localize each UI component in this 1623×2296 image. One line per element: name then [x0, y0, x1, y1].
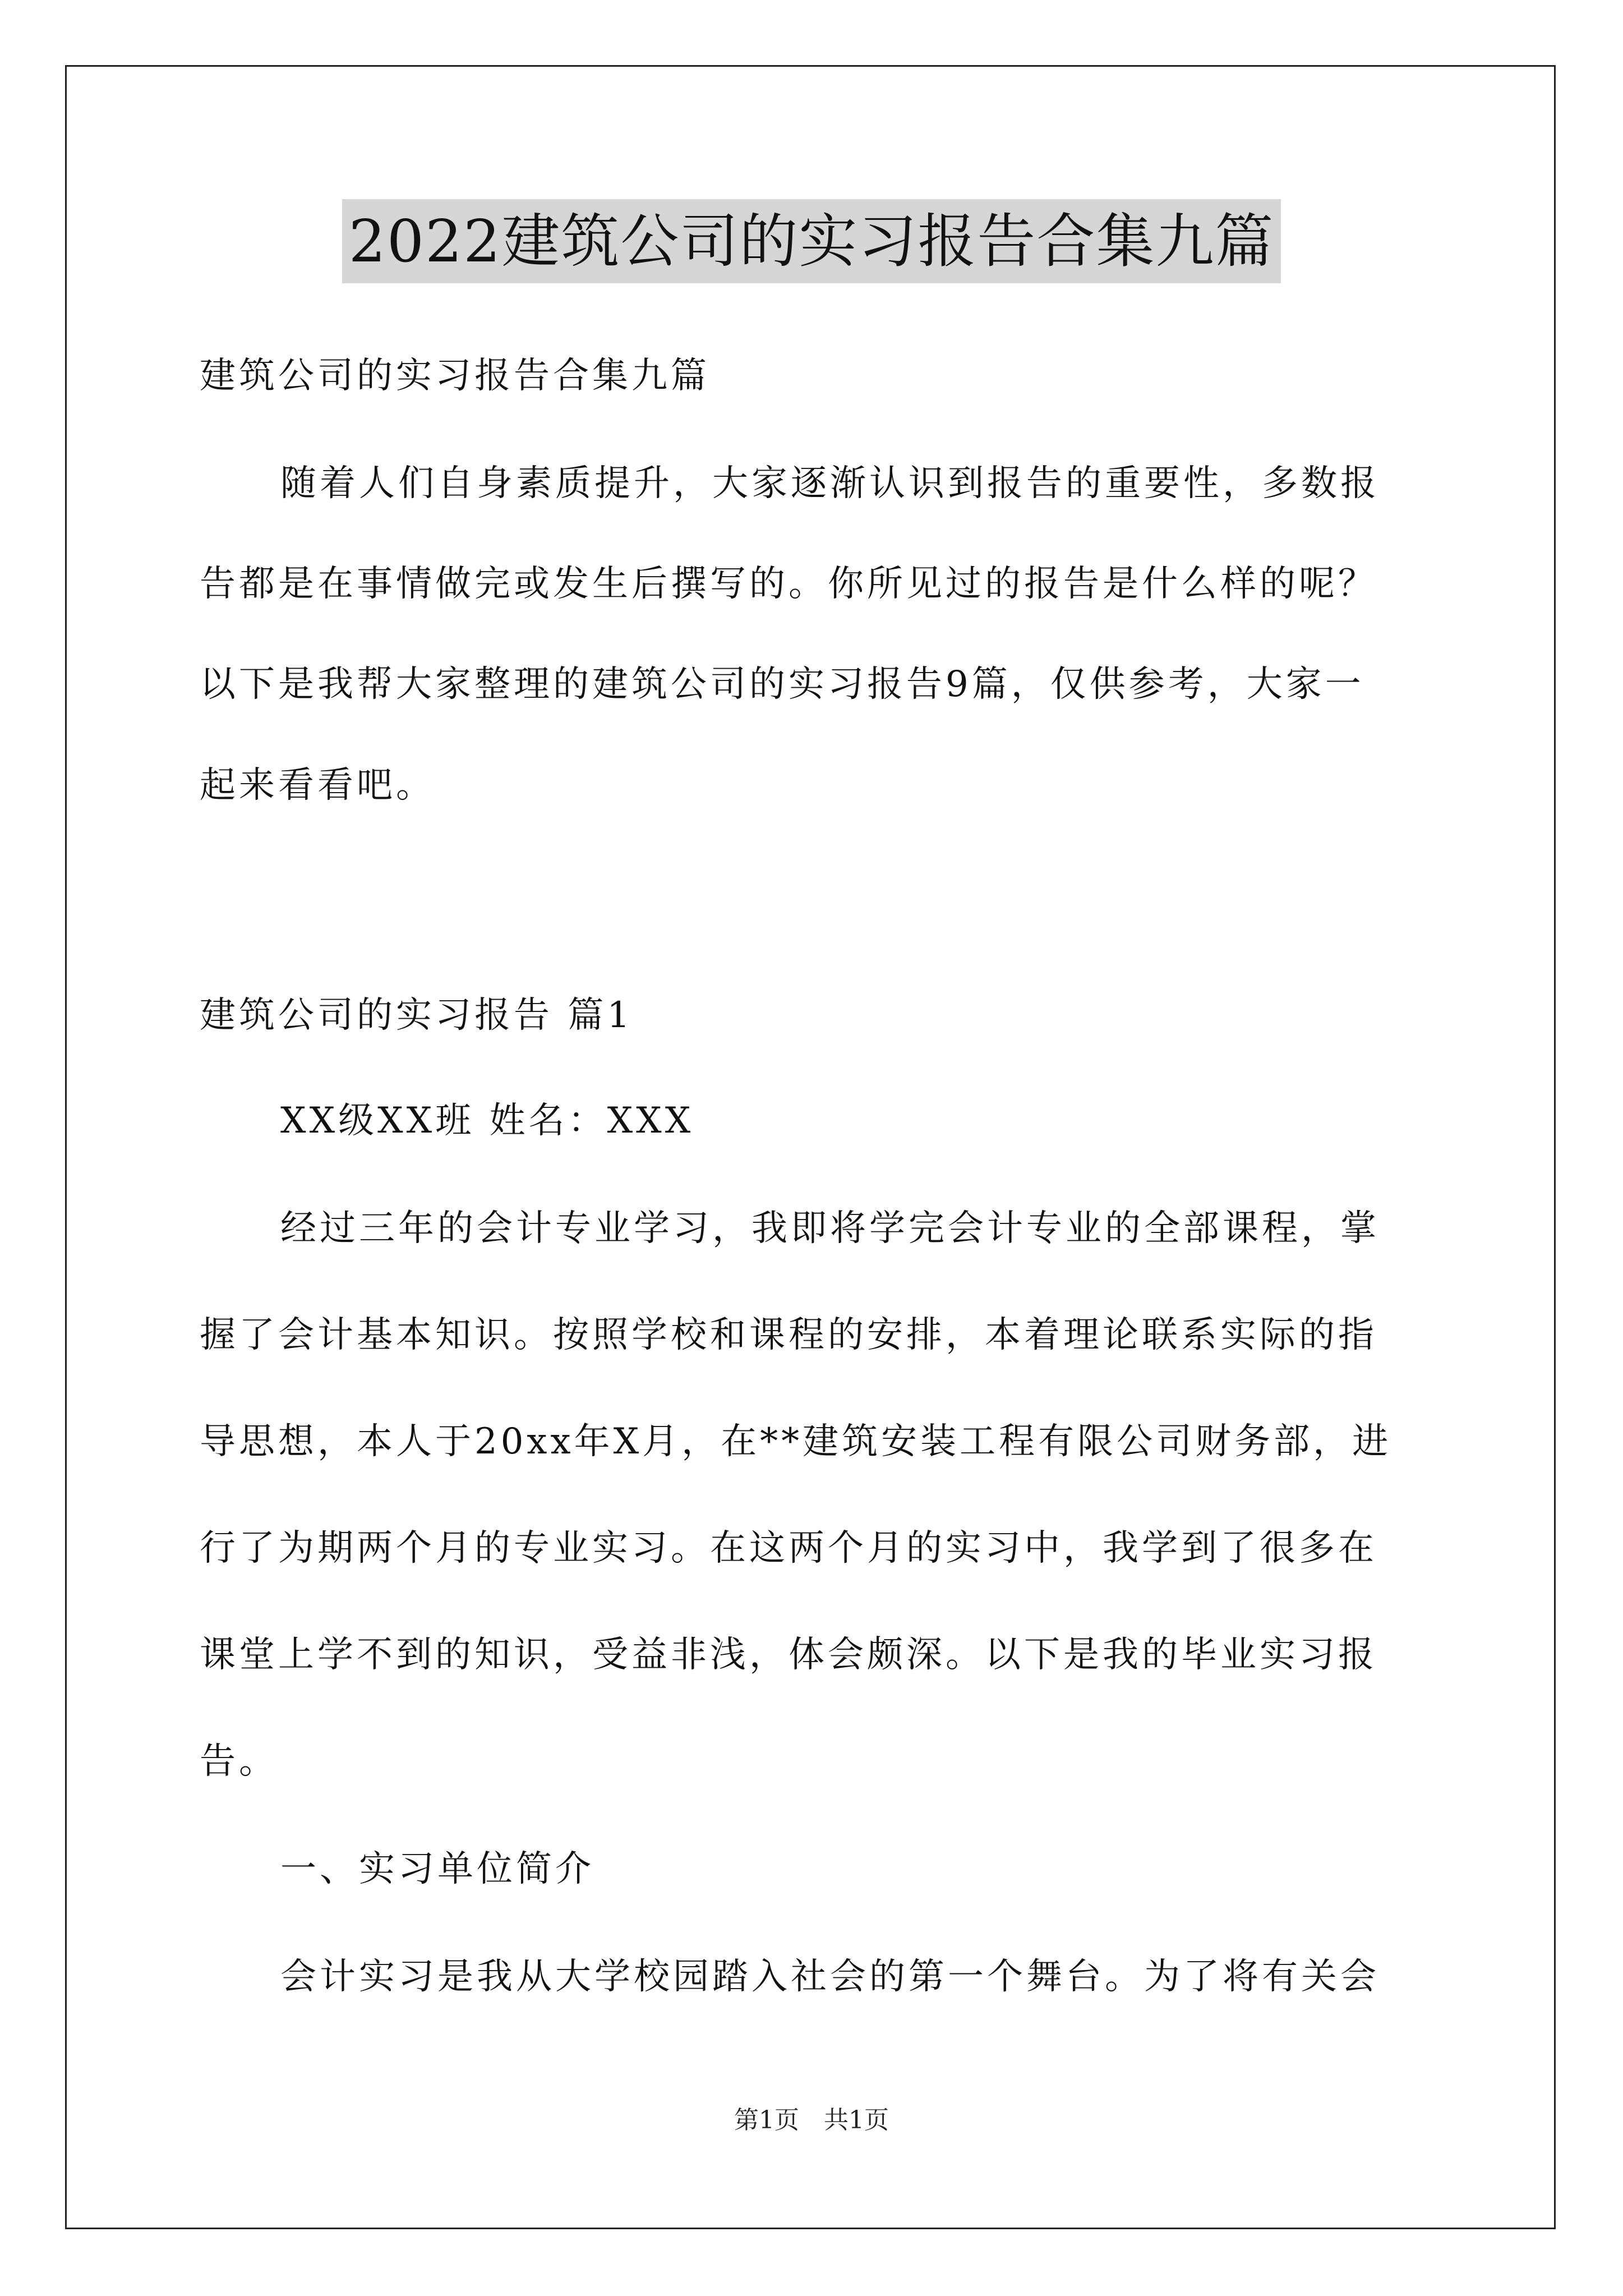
- intro-line-3: 以下是我帮大家整理的建筑公司的实习报告9篇，仅供参考，大家一: [200, 664, 1364, 705]
- intro-line-4: 起来看看吧。: [200, 765, 435, 806]
- page-footer: 第1页 共1页: [734, 2106, 889, 2134]
- subheading: 一、实习单位简介: [280, 1848, 594, 1890]
- intro-line-1: 随着人们自身素质提升，大家逐渐认识到报告的重要性，多数报: [280, 463, 1380, 504]
- body-line-1: 经过三年的会计专业学习，我即将学完会计专业的全部课程，掌: [280, 1208, 1380, 1249]
- body-line-6: 告。: [200, 1741, 278, 1782]
- body-line-2: 握了会计基本知识。按照学校和课程的安排，本着理论联系实际的指: [200, 1314, 1377, 1356]
- title-block: [0, 199, 1623, 283]
- section-heading: 建筑公司的实习报告 篇1: [200, 995, 634, 1036]
- body-line-4: 行了为期两个月的专业实习。在这两个月的实习中，我学到了很多在: [200, 1527, 1377, 1569]
- class-name-line: XX级XX班 姓名：XXX: [280, 1100, 694, 1142]
- intro-line-2: 告都是在事情做完或发生后撰写的。你所见过的报告是什么样的呢？: [200, 563, 1377, 605]
- last-body-line: 会计实习是我从大学校园踏入社会的第一个舞台。为了将有关会: [280, 1956, 1380, 1998]
- body-line-3: 导思想，本人于20xx年X月，在**建筑安装工程有限公司财务部，进: [200, 1421, 1392, 1462]
- document-title: 2022建筑公司的实习报告合集九篇: [342, 199, 1281, 283]
- body-line-5: 课堂上学不到的知识，受益非浅，体会颇深。以下是我的毕业实习报: [200, 1634, 1377, 1676]
- document-subtitle: 建筑公司的实习报告合集九篇: [200, 355, 710, 397]
